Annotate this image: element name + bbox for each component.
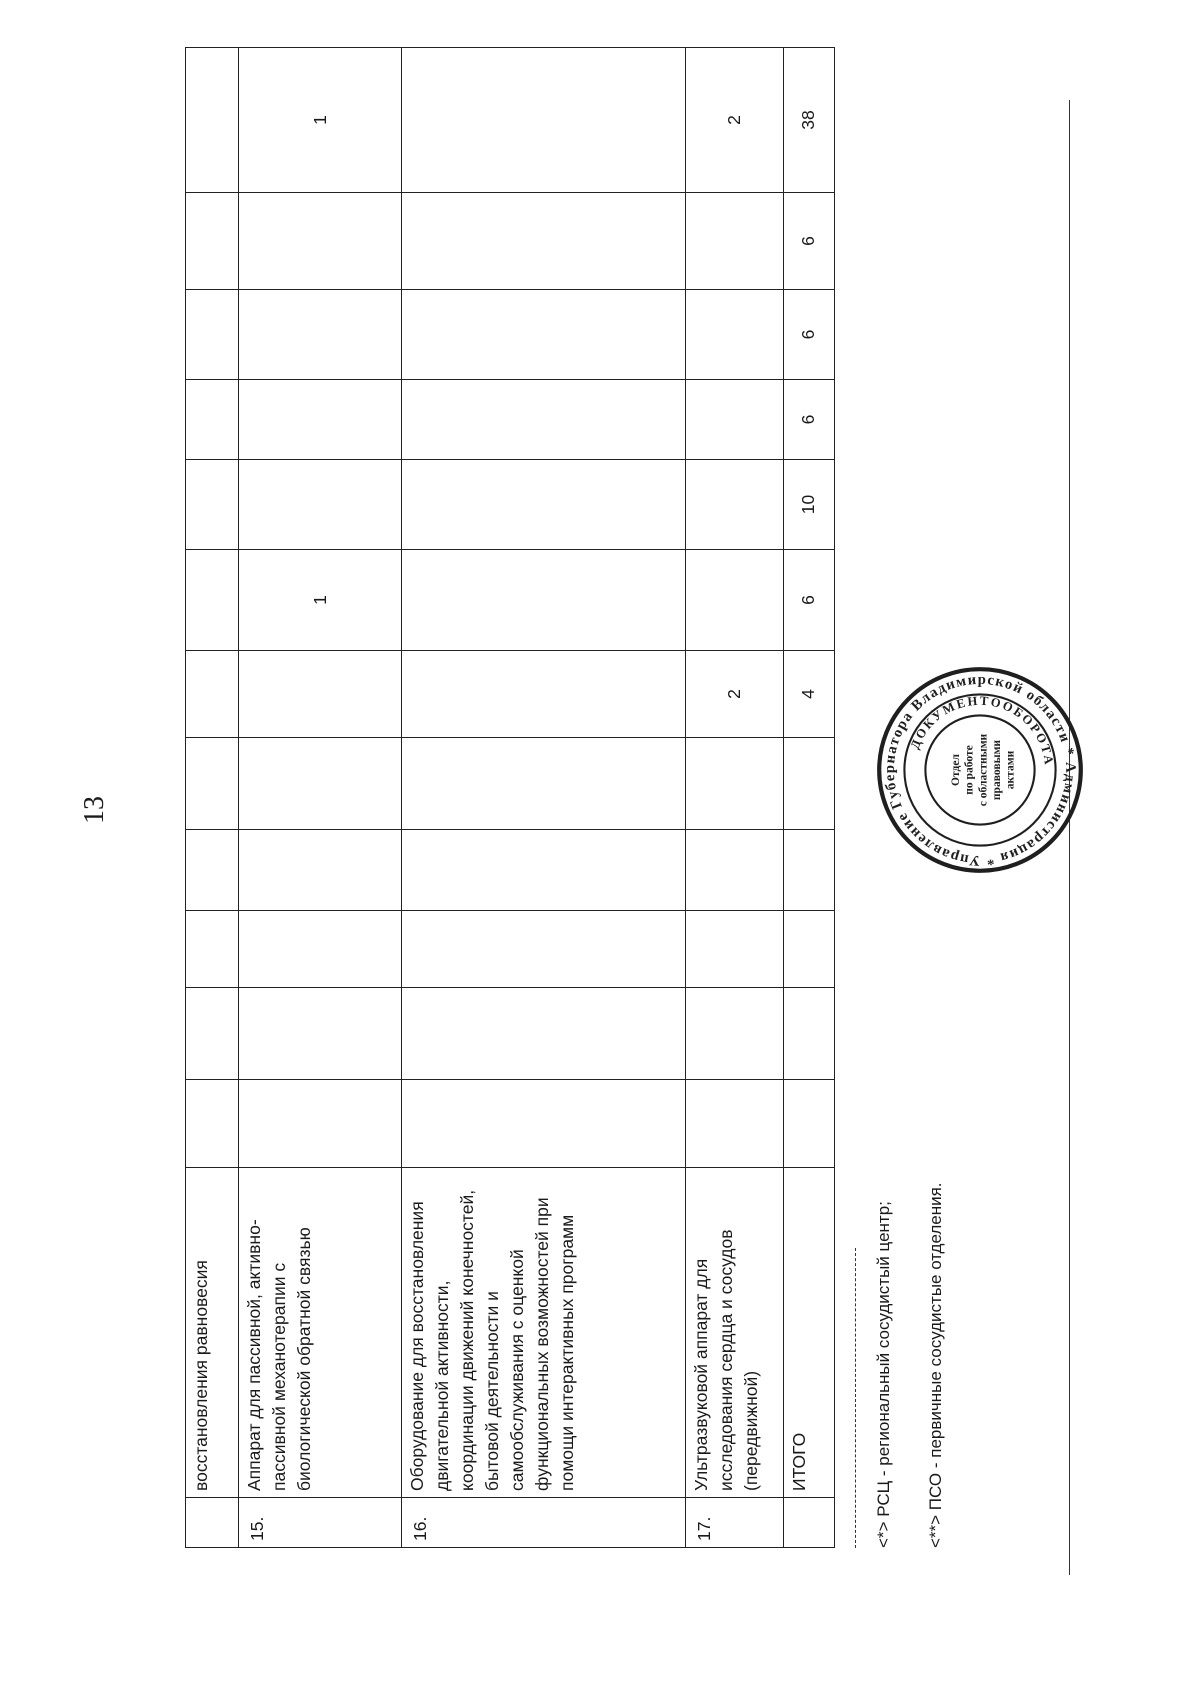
quantity-cell	[401, 460, 685, 550]
quantity-cell	[685, 830, 783, 911]
quantity-cell	[685, 1080, 783, 1168]
table-row	[186, 48, 239, 1548]
page-number: 13	[79, 796, 110, 824]
quantity-cell	[239, 460, 402, 550]
quantity-cell	[239, 1080, 402, 1168]
quantity-cell	[239, 290, 402, 380]
footnote-pso: <**> ПСО - первичные сосудистые отделения.	[926, 1182, 945, 1548]
quantity-cell	[783, 830, 834, 911]
seal-center-line: Отдел	[950, 754, 962, 786]
quantity-cell	[401, 911, 685, 988]
quantity-cell	[401, 738, 685, 830]
equipment-table	[185, 47, 835, 1548]
quantity-cell	[239, 380, 402, 460]
quantity-cell	[685, 550, 783, 651]
quantity-cell	[186, 911, 239, 988]
quantity-cell: 38	[783, 48, 834, 193]
quantity-cell	[186, 1080, 239, 1168]
quantity-cell: 6	[783, 550, 834, 651]
seal-center-line: актами	[1004, 750, 1017, 790]
seal-inner-text: ДОКУМЕНТООБОРОТА	[907, 693, 1057, 768]
table-row	[239, 48, 402, 1548]
row-number-cell: 15.	[239, 1498, 402, 1548]
seal-center-line: правовыми	[990, 739, 1003, 801]
row-number-cell	[783, 1498, 834, 1548]
quantity-cell	[685, 911, 783, 988]
quantity-cell: 6	[783, 193, 834, 290]
quantity-cell	[239, 830, 402, 911]
quantity-cell	[685, 380, 783, 460]
quantity-cell	[685, 193, 783, 290]
quantity-cell	[783, 988, 834, 1080]
quantity-cell	[401, 290, 685, 380]
quantity-cell: 10	[783, 460, 834, 550]
quantity-cell	[186, 193, 239, 290]
quantity-cell	[186, 651, 239, 738]
quantity-cell	[401, 830, 685, 911]
official-seal	[875, 665, 1085, 875]
table-row	[783, 48, 834, 1548]
quantity-cell	[186, 460, 239, 550]
quantity-cell	[401, 48, 685, 193]
quantity-cell	[783, 738, 834, 830]
quantity-cell	[186, 290, 239, 380]
quantity-cell: 1	[239, 550, 402, 651]
equipment-name-cell: Ультразвуковой аппарат для исследования сердца и сосудов (передвижной)	[685, 1168, 783, 1498]
equipment-name-cell: восстановления равновесия	[186, 1168, 239, 1498]
quantity-cell	[401, 651, 685, 738]
quantity-cell	[401, 1080, 685, 1168]
seal-center-line: по работе	[963, 745, 976, 795]
row-number-cell: 16.	[401, 1498, 685, 1548]
quantity-cell: 2	[685, 651, 783, 738]
quantity-cell	[186, 380, 239, 460]
equipment-name-cell: Оборудование для восстановления двигательной активности, координации движений конечностей, бытовой деятельности и самообслуживания с оценкой функциональных возможностей при помощи интерактивных программ	[401, 1168, 685, 1498]
equipment-name-cell: Аппарат для пассивной, активно-пассивной механотерапии с биологической обратной связью	[239, 1168, 402, 1498]
table-row	[401, 48, 685, 1548]
quantity-cell	[239, 988, 402, 1080]
table-row	[685, 48, 783, 1548]
quantity-cell	[186, 48, 239, 193]
quantity-cell	[401, 193, 685, 290]
quantity-cell	[401, 380, 685, 460]
quantity-cell: 6	[783, 380, 834, 460]
rotated-page-content	[185, 110, 945, 1548]
footnote-rsc: <*> РСЦ - региональный сосудистый центр;	[874, 1201, 893, 1548]
quantity-cell	[239, 651, 402, 738]
quantity-cell	[186, 830, 239, 911]
quantity-cell	[186, 988, 239, 1080]
quantity-cell	[685, 988, 783, 1080]
equipment-name-cell: ИТОГО	[783, 1168, 834, 1498]
quantity-cell	[685, 290, 783, 380]
quantity-cell: 6	[783, 290, 834, 380]
quantity-cell	[401, 550, 685, 651]
seal-center-line: с областными	[977, 733, 990, 807]
quantity-cell	[239, 911, 402, 988]
quantity-cell	[685, 460, 783, 550]
quantity-cell	[239, 738, 402, 830]
quantity-cell	[783, 1080, 834, 1168]
quantity-cell	[401, 988, 685, 1080]
quantity-cell	[186, 550, 239, 651]
quantity-cell	[186, 738, 239, 830]
footnote-divider	[855, 1248, 856, 1548]
row-number-cell	[186, 1498, 239, 1548]
quantity-cell	[783, 911, 834, 988]
quantity-cell	[685, 738, 783, 830]
quantity-cell: 1	[239, 48, 402, 193]
seal-outer-text: Управление Губернатора Владимирской области * Администрация *	[881, 671, 1079, 869]
quantity-cell	[239, 193, 402, 290]
row-number-cell: 17.	[685, 1498, 783, 1548]
quantity-cell: 4	[783, 651, 834, 738]
quantity-cell: 2	[685, 48, 783, 193]
